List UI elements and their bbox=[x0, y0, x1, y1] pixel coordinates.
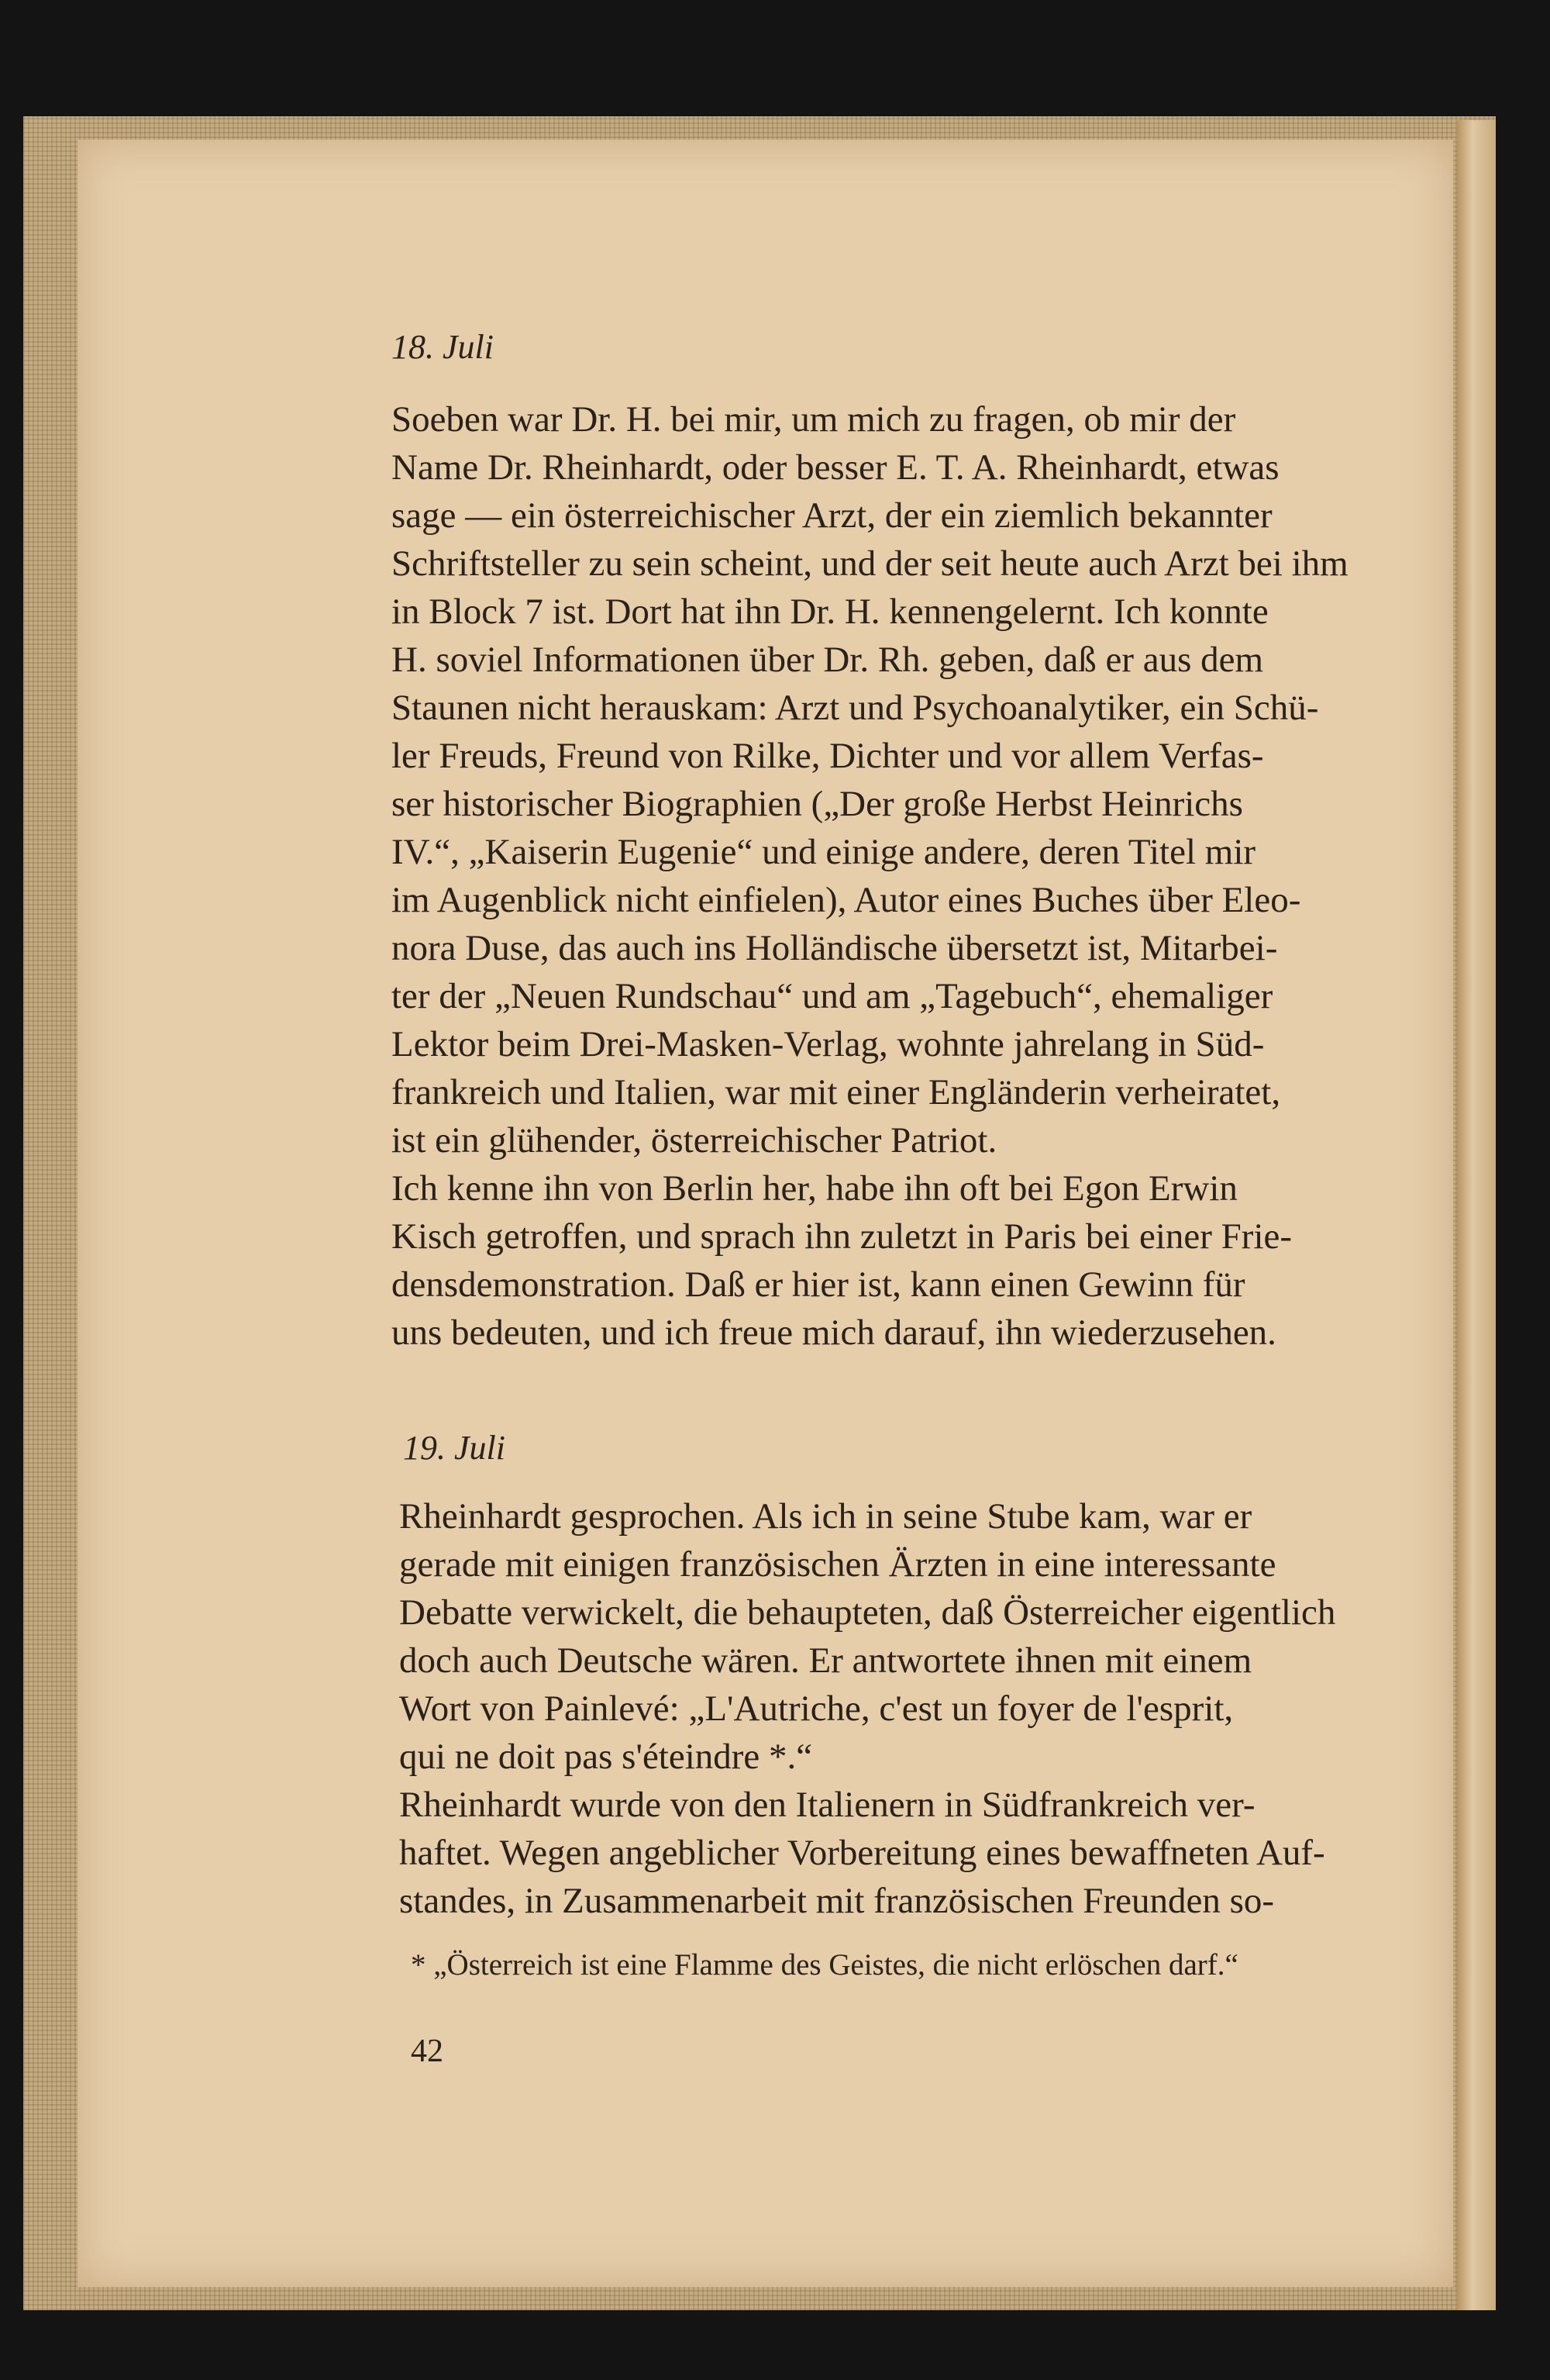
text-line: haftet. Wegen angeblicher Vorbereitung eines bewaffneten Auf- bbox=[399, 1833, 1325, 1873]
text-line: Lektor beim Drei-Masken-Verlag, wohnte jahrelang in Süd- bbox=[391, 1024, 1265, 1064]
text-line: Rheinhardt gesprochen. Als ich in seine Stube kam, war er bbox=[399, 1496, 1252, 1537]
text-line: Ich kenne ihn von Berlin her, habe ihn oft bei Egon Erwin bbox=[391, 1168, 1238, 1209]
text-line: ter der „Neuen Rundschau“ und am „Tagebuch“, ehemaliger bbox=[391, 976, 1273, 1016]
text-line: Kisch getroffen, und sprach ihn zuletzt in Paris bei einer Frie- bbox=[391, 1216, 1293, 1257]
text-line: sage — ein österreichischer Arzt, der ein ziemlich bekannter bbox=[391, 495, 1273, 536]
text-line: Wort von Painlevé: „L'Autriche, c'est un foyer de l'esprit, bbox=[399, 1688, 1234, 1729]
text-line: doch auch Deutsche wären. Er antwortete ihnen mit einem bbox=[399, 1640, 1252, 1681]
text-line: nora Duse, das auch ins Holländische übersetzt ist, Mitarbei- bbox=[391, 928, 1278, 968]
text-line: Staunen nicht herauskam: Arzt und Psychoanalytiker, ein Schü- bbox=[391, 688, 1319, 728]
text-line: Debatte verwickelt, die behaupteten, daß Österreicher eigentlich bbox=[399, 1592, 1336, 1633]
text-line: ler Freuds, Freund von Rilke, Dichter und vor allem Verfas- bbox=[391, 736, 1264, 776]
text-line: Soeben war Dr. H. bei mir, um mich zu fragen, ob mir der bbox=[391, 399, 1236, 440]
entry-date-heading: 18. Juli bbox=[391, 328, 494, 366]
text-line: gerade mit einigen französischen Ärzten in eine interessante bbox=[399, 1544, 1276, 1585]
text-line: densdemonstration. Daß er hier ist, kann einen Gewinn für bbox=[391, 1264, 1245, 1305]
text-line: Name Dr. Rheinhardt, oder besser E. T. A. Rheinhardt, etwas bbox=[391, 447, 1280, 488]
entry-text-block bbox=[391, 395, 1376, 1357]
text-line: Schriftsteller zu sein scheint, und der seit heute auch Arzt bei ihm bbox=[391, 543, 1348, 584]
text-line: Rheinhardt wurde von den Italienern in Südfrankreich ver- bbox=[399, 1785, 1256, 1825]
text-line: standes, in Zusammenarbeit mit französischen Freunden so- bbox=[399, 1881, 1275, 1921]
text-line: frankreich und Italien, war mit einer Engländerin verheiratet, bbox=[391, 1072, 1281, 1112]
footnote: * „Österreich ist eine Flamme des Geistes, die nicht erlöschen darf.“ bbox=[411, 1948, 1238, 1982]
text-line: ist ein glühender, österreichischer Patriot. bbox=[391, 1120, 997, 1161]
text-line: uns bedeuten, und ich freue mich darauf, ihn wiederzusehen. bbox=[391, 1312, 1276, 1353]
text-line: qui ne doit pas s'éteindre *.“ bbox=[399, 1737, 813, 1777]
text-line: im Augenblick nicht einfielen), Autor eines Buches über Eleo- bbox=[391, 880, 1301, 920]
page-stack-edge bbox=[1457, 120, 1496, 2310]
entry-text-block bbox=[399, 1492, 1383, 1925]
entry-date-heading: 19. Juli bbox=[403, 1429, 505, 1467]
page-number: 42 bbox=[411, 2033, 443, 2069]
text-line: ser historischer Biographien („Der große Herbst Heinrichs bbox=[391, 784, 1243, 824]
text-line: IV.“, „Kaiserin Eugenie“ und einige andere, deren Titel mir bbox=[391, 832, 1256, 872]
text-line: in Block 7 ist. Dort hat ihn Dr. H. kennengelernt. Ich konnte bbox=[391, 592, 1269, 632]
text-line: H. soviel Informationen über Dr. Rh. geben, daß er aus dem bbox=[391, 640, 1264, 680]
